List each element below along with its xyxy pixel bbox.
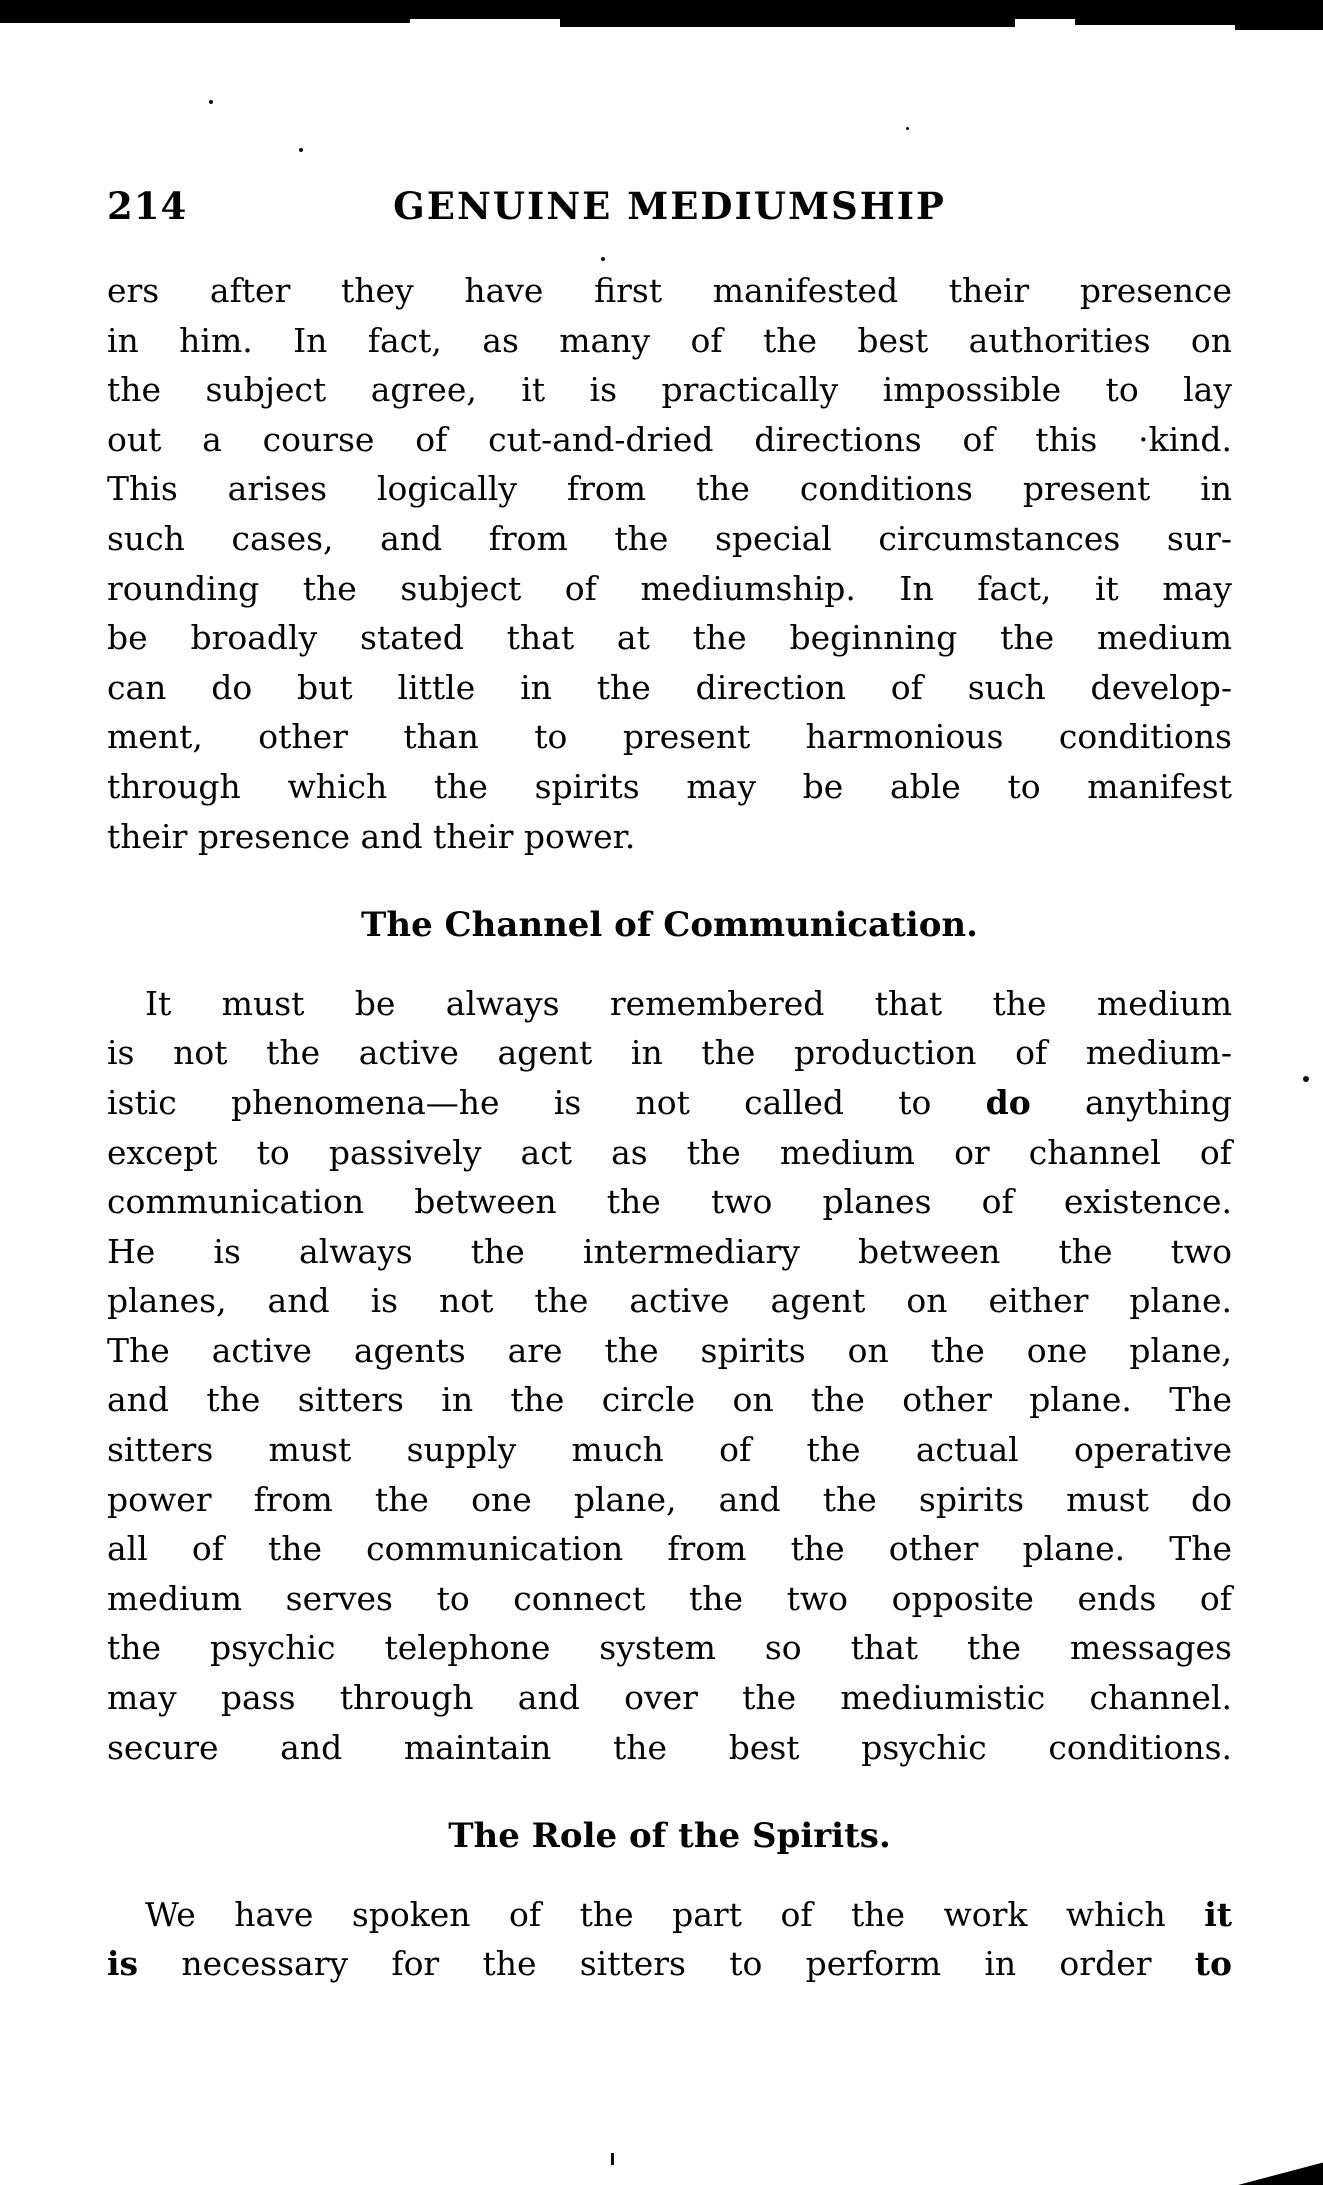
paragraph [107,266,1232,861]
scan-speck [299,148,303,152]
text-segment: is not the active agent in the production of medium- [107,1033,1232,1073]
text-line [107,812,1232,862]
text-segment: ment, other than to present harmonious conditions [107,717,1232,757]
scan-speck [906,127,909,130]
text-segment: communication between the two planes of existence. [107,1182,1232,1222]
text-line [107,1276,1232,1326]
text-line [107,514,1232,564]
text-line [107,1375,1232,1425]
text-line [107,613,1232,663]
text-segment: rounding the subject of mediumship. In fact, it may [107,568,1232,608]
text-line [107,1939,1232,1989]
scan-speck [1303,1076,1309,1082]
text-segment: He is always the intermediary between the two [107,1231,1232,1271]
text-line [107,1475,1232,1525]
text-segment: in him. In fact, as many of the best authorities on [107,320,1232,360]
text-line [107,415,1232,465]
text-line [107,712,1232,762]
emphasized-text: do [985,1082,1031,1122]
paragraph [107,979,1232,1773]
text-line [107,266,1232,316]
text-line [107,1128,1232,1178]
emphasized-text: to [1194,1944,1232,1984]
text-segment: It must be always remembered that the medium [145,983,1232,1023]
text-segment: may pass through and over the mediumistic channel. [107,1678,1232,1718]
text-line [107,1524,1232,1574]
text-line [107,1890,1232,1940]
text-line [107,1723,1232,1773]
text-segment: The active agents are the spirits on the one plane, [107,1330,1232,1370]
scan-artifact-top-bar [0,0,1323,19]
text-line [107,564,1232,614]
scan-artifact-corner-wedge [1238,2160,1323,2185]
text-line [107,1673,1232,1723]
text-segment: necessary for the sitters to perform in order [138,1944,1195,1984]
text-line [107,365,1232,415]
text-line [107,1028,1232,1078]
text-segment: planes, and is not the active agent on either plane. [107,1281,1232,1321]
text-segment: sitters must supply much of the actual operative [107,1430,1232,1470]
text-segment: except to passively act as the medium or channel of [107,1132,1232,1172]
page-content [107,266,1232,1989]
text-segment: medium serves to connect the two opposite ends of [107,1578,1232,1618]
page-header [107,184,1232,234]
text-segment: through which the spirits may be able to manifest [107,766,1232,806]
scan-speck [611,2153,614,2165]
scan-artifact-top-bar-jag [1235,25,1323,30]
section-heading: The Role of the Spirits. [448,1816,891,1857]
text-segment: and the sitters in the circle on the other plane. The [107,1380,1232,1420]
text-line [107,1623,1232,1673]
text-segment: istic phenomena—he is not called to [107,1082,986,1122]
scan-speck [209,100,213,104]
text-segment: power from the one plane, and the spirits must do [107,1479,1232,1519]
scan-artifact-top-bar-jag [560,19,1015,27]
text-segment: ers after they have first manifested their presence [107,271,1232,310]
text-segment: all of the communication from the other plane. The [107,1529,1232,1569]
text-line [107,762,1232,812]
text-segment: such cases, and from the special circumstances sur- [107,518,1232,558]
text-segment: out a course of cut-and-dried directions of this ·kind. [107,419,1232,459]
text-line [107,979,1232,1029]
paragraph [107,1890,1232,1989]
text-line [107,464,1232,514]
text-segment: be broadly stated that at the beginning the medium [107,618,1232,658]
text-segment: the psychic telephone system so that the messages [107,1628,1232,1668]
text-line [107,1326,1232,1376]
text-line [107,1227,1232,1277]
emphasized-text: it [1204,1894,1232,1934]
text-segment: the subject agree, it is practically impossible to lay [107,370,1232,410]
page-number: 214 [107,184,188,228]
scan-artifact-top-bar-jag [0,19,410,23]
running-title: GENUINE MEDIUMSHIP [393,184,946,228]
text-segment: We have spoken of the part of the work which [145,1894,1205,1934]
emphasized-text: is [107,1944,139,1984]
scan-speck [601,257,605,261]
text-line [107,663,1232,713]
text-line [107,1177,1232,1227]
text-line [107,316,1232,366]
text-segment: This arises logically from the conditions present in [107,469,1232,509]
text-segment: secure and maintain the best psychic conditions. [107,1727,1232,1767]
section-heading: The Channel of Communication. [361,905,978,946]
text-line [107,1574,1232,1624]
text-segment: their presence and their power. [107,816,636,856]
text-segment: anything [1030,1082,1232,1122]
text-line [107,1078,1232,1128]
text-line [107,1425,1232,1475]
text-segment: can do but little in the direction of such develop- [107,667,1232,707]
